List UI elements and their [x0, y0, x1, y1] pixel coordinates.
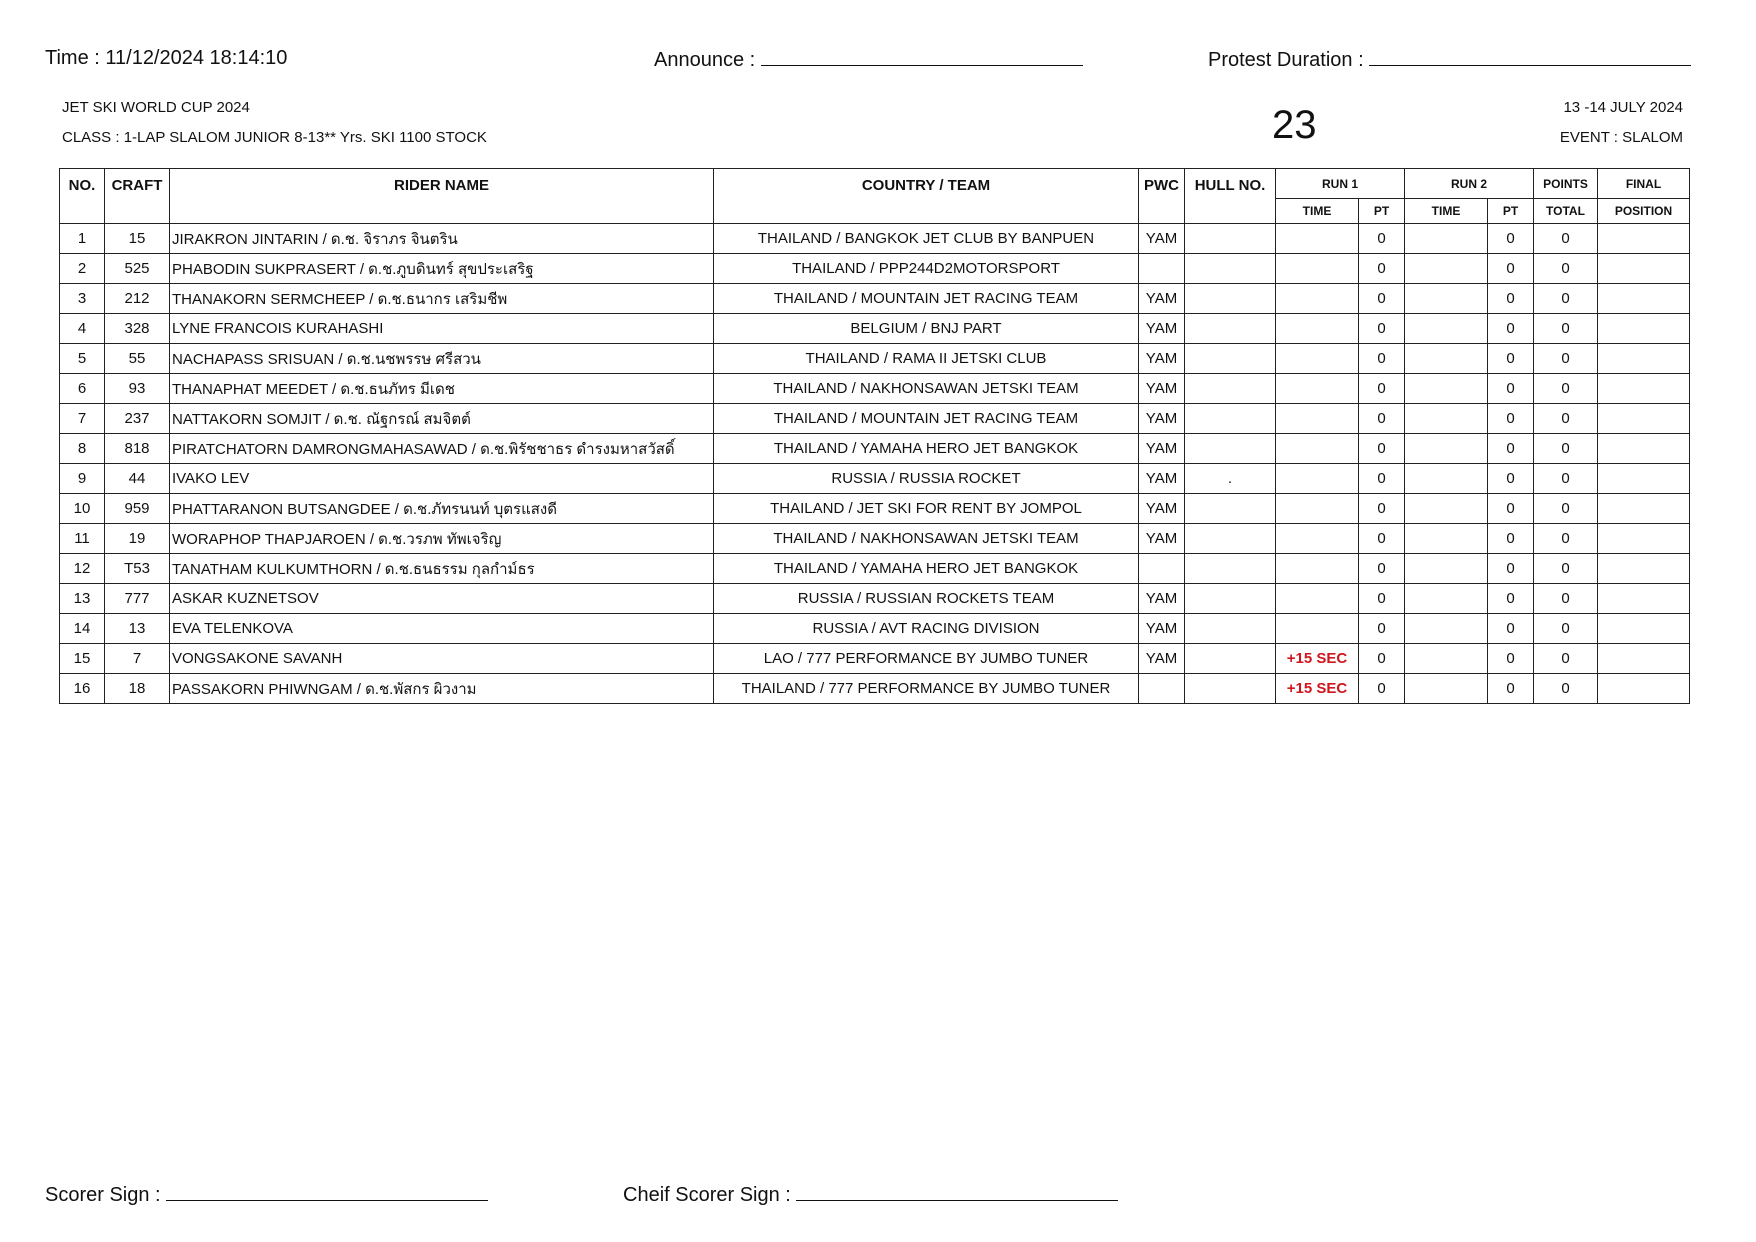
row-run2-time	[1405, 674, 1488, 704]
row-rider-name: PHABODIN SUKPRASERT / ด.ช.ภูบดินทร์ สุขประเสริฐ	[170, 254, 714, 284]
row-country-team: THAILAND / YAMAHA HERO JET BANGKOK	[714, 554, 1139, 584]
row-run1-pt: 0	[1359, 674, 1405, 704]
row-hull-no	[1185, 584, 1276, 614]
row-points-total: 0	[1534, 404, 1598, 434]
row-run2-time	[1405, 524, 1488, 554]
sheet-number: 23	[1272, 103, 1317, 147]
row-pwc: YAM	[1139, 494, 1185, 524]
table-row	[60, 494, 1690, 524]
row-hull-no	[1185, 284, 1276, 314]
row-run2-time	[1405, 494, 1488, 524]
table-row	[60, 674, 1690, 704]
row-run1-time: +15 SEC	[1276, 644, 1359, 674]
col-run1: RUN 1	[1276, 169, 1405, 199]
row-run1-pt: 0	[1359, 524, 1405, 554]
row-run2-pt: 0	[1488, 674, 1534, 704]
row-run1-pt: 0	[1359, 554, 1405, 584]
row-no: 6	[60, 374, 105, 404]
row-points-total: 0	[1534, 464, 1598, 494]
row-no: 11	[60, 524, 105, 554]
row-hull-no	[1185, 374, 1276, 404]
row-run1-pt: 0	[1359, 614, 1405, 644]
row-run1-pt: 0	[1359, 494, 1405, 524]
row-run1-time	[1276, 524, 1359, 554]
col-pwc: PWC	[1139, 169, 1185, 224]
row-run1-pt: 0	[1359, 344, 1405, 374]
row-hull-no: .	[1185, 464, 1276, 494]
row-country-team: THAILAND / MOUNTAIN JET RACING TEAM	[714, 404, 1139, 434]
row-points-total: 0	[1534, 584, 1598, 614]
row-points-total: 0	[1534, 494, 1598, 524]
row-final-position	[1598, 614, 1690, 644]
row-country-team: THAILAND / NAKHONSAWAN JETSKI TEAM	[714, 374, 1139, 404]
row-rider-name: NACHAPASS SRISUAN / ด.ช.นชพรรษ ศรีสวน	[170, 344, 714, 374]
row-points-total: 0	[1534, 434, 1598, 464]
row-country-team: THAILAND / RAMA II JETSKI CLUB	[714, 344, 1139, 374]
row-run2-pt: 0	[1488, 374, 1534, 404]
row-country-team: THAILAND / BANGKOK JET CLUB BY BANPUEN	[714, 224, 1139, 254]
row-country-team: THAILAND / MOUNTAIN JET RACING TEAM	[714, 284, 1139, 314]
row-hull-no	[1185, 524, 1276, 554]
row-craft: 959	[105, 494, 170, 524]
row-country-team: LAO / 777 PERFORMANCE BY JUMBO TUNER	[714, 644, 1139, 674]
row-pwc	[1139, 674, 1185, 704]
row-no: 4	[60, 314, 105, 344]
row-run2-pt: 0	[1488, 494, 1534, 524]
row-run2-time	[1405, 254, 1488, 284]
row-craft: 44	[105, 464, 170, 494]
row-country-team: RUSSIA / RUSSIA ROCKET	[714, 464, 1139, 494]
row-run1-pt: 0	[1359, 224, 1405, 254]
row-run1-time	[1276, 284, 1359, 314]
table-row	[60, 524, 1690, 554]
row-craft: 237	[105, 404, 170, 434]
row-no: 15	[60, 644, 105, 674]
row-hull-no	[1185, 404, 1276, 434]
row-country-team: BELGIUM / BNJ PART	[714, 314, 1139, 344]
row-rider-name: NATTAKORN SOMJIT / ด.ช. ณัฐกรณ์ สมจิตต์	[170, 404, 714, 434]
table-row	[60, 614, 1690, 644]
row-run2-time	[1405, 314, 1488, 344]
row-run2-time	[1405, 224, 1488, 254]
row-country-team: THAILAND / PPP244D2MOTORSPORT	[714, 254, 1139, 284]
row-run2-time	[1405, 344, 1488, 374]
row-pwc: YAM	[1139, 224, 1185, 254]
row-run1-time	[1276, 224, 1359, 254]
row-pwc: YAM	[1139, 614, 1185, 644]
row-hull-no	[1185, 554, 1276, 584]
row-craft: T53	[105, 554, 170, 584]
row-hull-no	[1185, 224, 1276, 254]
row-points-total: 0	[1534, 284, 1598, 314]
row-no: 2	[60, 254, 105, 284]
table-row	[60, 374, 1690, 404]
event-type: EVENT : SLALOM	[1559, 129, 1683, 146]
row-points-total: 0	[1534, 224, 1598, 254]
row-rider-name: JIRAKRON JINTARIN / ด.ช. จิราภร จินตริน	[170, 224, 714, 254]
event-name: JET SKI WORLD CUP 2024	[62, 99, 250, 116]
row-no: 9	[60, 464, 105, 494]
table-row	[60, 254, 1690, 284]
row-no: 7	[60, 404, 105, 434]
row-pwc: YAM	[1139, 644, 1185, 674]
row-pwc	[1139, 254, 1185, 284]
row-rider-name: TANATHAM KULKUMTHORN / ด.ช.ธนธรรม กุลกำม์ธร	[170, 554, 714, 584]
row-run2-time	[1405, 554, 1488, 584]
table-row	[60, 314, 1690, 344]
row-run2-time	[1405, 374, 1488, 404]
row-final-position	[1598, 284, 1690, 314]
row-no: 16	[60, 674, 105, 704]
row-run1-time	[1276, 434, 1359, 464]
row-no: 12	[60, 554, 105, 584]
row-pwc: YAM	[1139, 404, 1185, 434]
row-run2-pt: 0	[1488, 254, 1534, 284]
col-hull-no: HULL NO.	[1185, 169, 1276, 224]
table-row	[60, 434, 1690, 464]
row-final-position	[1598, 254, 1690, 284]
announce-label: Announce :	[654, 49, 756, 71]
col-points: POINTS	[1534, 169, 1598, 199]
table-row	[60, 284, 1690, 314]
row-run1-time	[1276, 314, 1359, 344]
row-run2-pt: 0	[1488, 464, 1534, 494]
table-row	[60, 554, 1690, 584]
row-run1-time	[1276, 464, 1359, 494]
row-pwc: YAM	[1139, 524, 1185, 554]
row-no: 8	[60, 434, 105, 464]
row-run2-pt: 0	[1488, 434, 1534, 464]
row-run2-time	[1405, 434, 1488, 464]
class-label: CLASS : 1-LAP SLALOM JUNIOR 8-13** Yrs. SKI 1100 STOCK	[62, 129, 487, 146]
col-run1-time: TIME	[1276, 199, 1359, 224]
row-run1-pt: 0	[1359, 284, 1405, 314]
row-country-team: RUSSIA / AVT RACING DIVISION	[714, 614, 1139, 644]
chief-scorer-sign-field	[623, 1182, 1118, 1207]
row-points-total: 0	[1534, 374, 1598, 404]
row-craft: 19	[105, 524, 170, 554]
col-craft: CRAFT	[105, 169, 170, 224]
row-hull-no	[1185, 434, 1276, 464]
table-row	[60, 644, 1690, 674]
row-hull-no	[1185, 614, 1276, 644]
row-craft: 777	[105, 584, 170, 614]
results-table	[59, 168, 1690, 704]
row-pwc: YAM	[1139, 314, 1185, 344]
row-craft: 15	[105, 224, 170, 254]
row-points-total: 0	[1534, 254, 1598, 284]
row-final-position	[1598, 314, 1690, 344]
row-final-position	[1598, 554, 1690, 584]
row-craft: 212	[105, 284, 170, 314]
scorer-sign-label: Scorer Sign :	[45, 1184, 161, 1206]
scorer-sign-line	[166, 1182, 488, 1201]
row-final-position	[1598, 524, 1690, 554]
row-hull-no	[1185, 254, 1276, 284]
col-run1-pt: PT	[1359, 199, 1405, 224]
chief-scorer-sign-line	[796, 1182, 1118, 1201]
row-craft: 525	[105, 254, 170, 284]
row-points-total: 0	[1534, 554, 1598, 584]
row-rider-name: PHATTARANON BUTSANGDEE / ด.ช.ภัทรนนท์ บุตรแสงดี	[170, 494, 714, 524]
col-points-total: TOTAL	[1534, 199, 1598, 224]
row-pwc	[1139, 554, 1185, 584]
row-final-position	[1598, 584, 1690, 614]
row-final-position	[1598, 344, 1690, 374]
row-final-position	[1598, 374, 1690, 404]
row-run2-time	[1405, 284, 1488, 314]
row-run2-pt: 0	[1488, 284, 1534, 314]
row-run1-time	[1276, 404, 1359, 434]
row-run1-pt: 0	[1359, 434, 1405, 464]
row-rider-name: THANAPHAT MEEDET / ด.ช.ธนภัทร มีเดช	[170, 374, 714, 404]
row-run1-time	[1276, 374, 1359, 404]
row-run2-pt: 0	[1488, 524, 1534, 554]
row-final-position	[1598, 674, 1690, 704]
scorer-sign-field	[45, 1182, 488, 1207]
row-final-position	[1598, 494, 1690, 524]
row-hull-no	[1185, 674, 1276, 704]
row-run2-time	[1405, 614, 1488, 644]
row-points-total: 0	[1534, 344, 1598, 374]
row-craft: 328	[105, 314, 170, 344]
time-stamp: Time : 11/12/2024 18:14:10	[45, 47, 288, 69]
row-pwc: YAM	[1139, 464, 1185, 494]
row-run2-pt: 0	[1488, 344, 1534, 374]
row-run1-pt: 0	[1359, 464, 1405, 494]
row-run1-pt: 0	[1359, 404, 1405, 434]
row-run2-time	[1405, 644, 1488, 674]
row-rider-name: THANAKORN SERMCHEEP / ด.ช.ธนากร เสริมชีพ	[170, 284, 714, 314]
row-points-total: 0	[1534, 314, 1598, 344]
row-no: 14	[60, 614, 105, 644]
row-rider-name: LYNE FRANCOIS KURAHASHI	[170, 314, 714, 344]
row-hull-no	[1185, 344, 1276, 374]
row-no: 10	[60, 494, 105, 524]
announce-field	[654, 47, 1083, 72]
table-row	[60, 344, 1690, 374]
row-run2-pt: 0	[1488, 584, 1534, 614]
row-points-total: 0	[1534, 524, 1598, 554]
row-pwc: YAM	[1139, 584, 1185, 614]
row-final-position	[1598, 224, 1690, 254]
row-run1-pt: 0	[1359, 254, 1405, 284]
row-final-position	[1598, 434, 1690, 464]
row-hull-no	[1185, 314, 1276, 344]
row-country-team: RUSSIA / RUSSIAN ROCKETS TEAM	[714, 584, 1139, 614]
row-rider-name: EVA TELENKOVA	[170, 614, 714, 644]
table-row	[60, 224, 1690, 254]
row-final-position	[1598, 404, 1690, 434]
table-row	[60, 464, 1690, 494]
row-run2-pt: 0	[1488, 404, 1534, 434]
row-hull-no	[1185, 644, 1276, 674]
row-run2-pt: 0	[1488, 224, 1534, 254]
row-craft: 18	[105, 674, 170, 704]
row-no: 13	[60, 584, 105, 614]
row-country-team: THAILAND / NAKHONSAWAN JETSKI TEAM	[714, 524, 1139, 554]
row-rider-name: IVAKO LEV	[170, 464, 714, 494]
row-run1-pt: 0	[1359, 644, 1405, 674]
row-run2-time	[1405, 464, 1488, 494]
row-run2-time	[1405, 584, 1488, 614]
row-run1-time	[1276, 614, 1359, 644]
table-row	[60, 584, 1690, 614]
row-rider-name: PIRATCHATORN DAMRONGMAHASAWAD / ด.ช.พิรัชชาธร ดำรงมหาสวัสดิ์	[170, 434, 714, 464]
row-run1-pt: 0	[1359, 584, 1405, 614]
row-points-total: 0	[1534, 644, 1598, 674]
row-no: 5	[60, 344, 105, 374]
row-points-total: 0	[1534, 674, 1598, 704]
results-body	[60, 224, 1690, 704]
protest-field	[1208, 47, 1691, 72]
col-final: FINAL	[1598, 169, 1690, 199]
col-final-position: POSITION	[1598, 199, 1690, 224]
row-run1-pt: 0	[1359, 374, 1405, 404]
col-run2: RUN 2	[1405, 169, 1534, 199]
row-run1-time	[1276, 494, 1359, 524]
row-craft: 93	[105, 374, 170, 404]
row-final-position	[1598, 464, 1690, 494]
row-craft: 55	[105, 344, 170, 374]
row-points-total: 0	[1534, 614, 1598, 644]
row-run2-time	[1405, 404, 1488, 434]
chief-scorer-sign-label: Cheif Scorer Sign :	[623, 1184, 791, 1206]
row-run2-pt: 0	[1488, 554, 1534, 584]
announce-line	[761, 47, 1083, 66]
row-run2-pt: 0	[1488, 644, 1534, 674]
row-pwc: YAM	[1139, 374, 1185, 404]
row-country-team: THAILAND / YAMAHA HERO JET BANGKOK	[714, 434, 1139, 464]
col-no: NO.	[60, 169, 105, 224]
row-craft: 818	[105, 434, 170, 464]
event-date: 13 -14 JULY 2024	[1563, 99, 1683, 116]
row-hull-no	[1185, 494, 1276, 524]
row-pwc: YAM	[1139, 344, 1185, 374]
row-no: 3	[60, 284, 105, 314]
protest-label: Protest Duration :	[1208, 49, 1364, 71]
row-run2-pt: 0	[1488, 614, 1534, 644]
row-rider-name: WORAPHOP THAPJAROEN / ด.ช.วรภพ ทัพเจริญ	[170, 524, 714, 554]
row-run1-time	[1276, 344, 1359, 374]
row-pwc: YAM	[1139, 434, 1185, 464]
row-pwc: YAM	[1139, 284, 1185, 314]
row-run1-pt: 0	[1359, 314, 1405, 344]
row-rider-name: VONGSAKONE SAVANH	[170, 644, 714, 674]
row-run1-time: +15 SEC	[1276, 674, 1359, 704]
row-rider-name: ASKAR KUZNETSOV	[170, 584, 714, 614]
row-country-team: THAILAND / JET SKI FOR RENT BY JOMPOL	[714, 494, 1139, 524]
row-run2-pt: 0	[1488, 314, 1534, 344]
table-row	[60, 404, 1690, 434]
col-run2-time: TIME	[1405, 199, 1488, 224]
row-no: 1	[60, 224, 105, 254]
col-rider-name: RIDER NAME	[170, 169, 714, 224]
row-final-position	[1598, 644, 1690, 674]
col-country-team: COUNTRY / TEAM	[714, 169, 1139, 224]
row-craft: 7	[105, 644, 170, 674]
row-country-team: THAILAND / 777 PERFORMANCE BY JUMBO TUNER	[714, 674, 1139, 704]
row-run1-time	[1276, 254, 1359, 284]
col-run2-pt: PT	[1488, 199, 1534, 224]
protest-line	[1369, 47, 1691, 66]
row-run1-time	[1276, 584, 1359, 614]
row-rider-name: PASSAKORN PHIWNGAM / ด.ช.พัสกร ผิวงาม	[170, 674, 714, 704]
row-run1-time	[1276, 554, 1359, 584]
row-craft: 13	[105, 614, 170, 644]
